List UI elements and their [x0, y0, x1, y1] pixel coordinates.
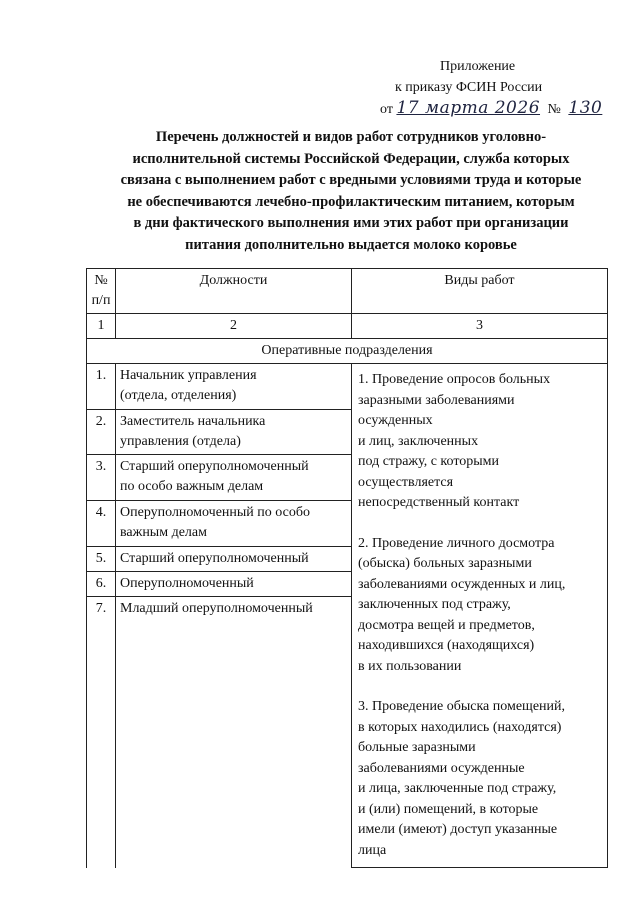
header-num: № п/п	[87, 269, 116, 314]
work-item: 3. Проведение обыска помещений, в которых находились (находятся) больные заразными заболеваниями осужденные и лица, заключенные под стражу, и (или) помещений, в которые имели (имеют) доступ указанные лица	[358, 699, 566, 858]
position-cell: Оперуполномоченный по особо важным делам	[116, 501, 352, 547]
position-cell: Оперуполномоченный	[116, 572, 352, 597]
work-item: 2. Проведение личного досмотра (обыска) больных заразными заболеваниями осужденных и лиц, заключенных под стражу, досмотра вещей и предметов, находившихся (находящихся) в их пользовании	[358, 535, 566, 674]
row-number: 5.	[87, 546, 116, 571]
document-title	[96, 127, 606, 256]
col-number: 2	[116, 314, 352, 339]
col-number: 1	[87, 314, 116, 339]
number-sign: №	[547, 102, 561, 117]
row-number: 3.	[87, 455, 116, 501]
section-row	[87, 339, 608, 364]
title-line: питания дополнительно выдается молоко коровье	[185, 236, 517, 253]
position-cell: Старший оперуполномоченный по особо важным делам	[116, 455, 352, 501]
appendix-order-ref: к приказу ФСИН России	[395, 80, 543, 95]
column-number-row	[87, 314, 608, 339]
header-positions: Должности	[116, 269, 352, 314]
title-line: Перечень должностей и видов работ сотрудников уголовно-	[155, 129, 547, 145]
header-row	[87, 269, 608, 314]
work-item: 1. Проведение опросов больных заразными заболеваниями осужденных и лиц, заключенных под стражу, с которыми осуществляется непосредственный контакт	[358, 372, 551, 510]
table-row	[87, 364, 608, 410]
title-line: в дни фактического выполнения ими этих работ при организации	[133, 215, 569, 231]
section-title: Оперативные подразделения	[87, 339, 608, 364]
row-number: 4.	[87, 501, 116, 547]
col-number: 3	[352, 314, 608, 339]
row-number: 6.	[87, 572, 116, 597]
appendix-label: Приложение	[440, 59, 516, 74]
title-line: исполнительной системы Российской Федерации, служба которых	[132, 150, 570, 167]
position-cell: Заместитель начальника управления (отдела)	[116, 409, 352, 455]
row-number: 7.	[87, 597, 116, 868]
row-number: 1.	[87, 364, 116, 410]
appendix-date-line	[380, 98, 630, 120]
header-works: Виды работ	[352, 269, 608, 314]
date-prefix: от	[380, 102, 393, 117]
row-number: 2.	[87, 409, 116, 455]
title-line: связана с выполнением работ с вредными условиями труда и которые	[120, 172, 582, 188]
title-line: не обеспечиваются лечебно-профилактическим питанием, которым	[127, 193, 575, 210]
position-cell: Начальник управления (отдела, отделения)	[116, 364, 352, 410]
position-cell: Старший оперуполномоченный	[116, 546, 352, 571]
position-cell: Младший оперуполномоченный	[116, 597, 352, 868]
positions-table	[86, 268, 608, 868]
appendix-block	[380, 56, 630, 120]
handwritten-date: 17 марта 2026	[396, 98, 541, 118]
handwritten-number: 130	[568, 98, 603, 118]
works-cell	[352, 364, 608, 868]
